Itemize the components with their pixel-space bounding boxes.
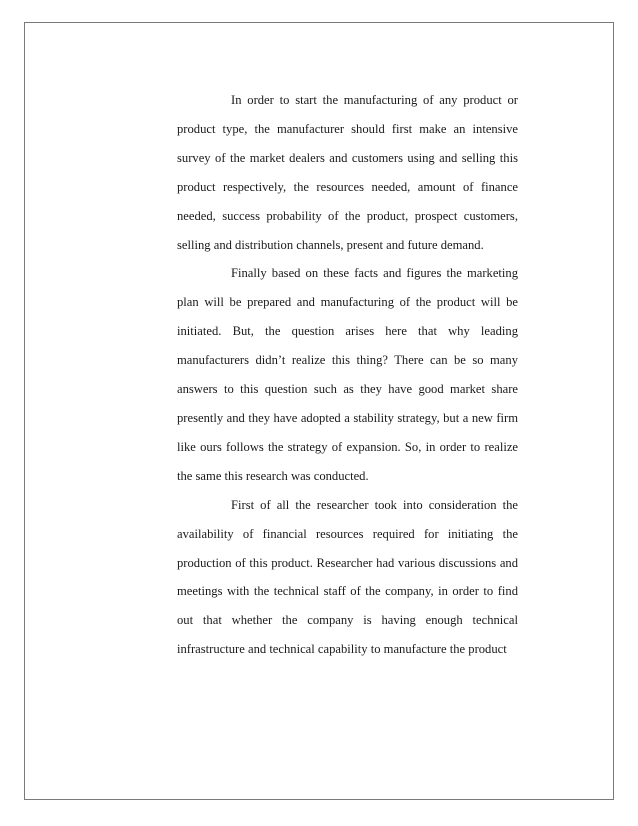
paragraph-3: First of all the researcher took into consideration the availability of financial resources required for initiating the production of this product. Researcher had various discussions and meetings with the technical staff of the company, in order to find out that whether the company is having enough technical infrastructure and technical capability to manufacture the product xyxy=(177,497,518,657)
document-page xyxy=(24,22,614,800)
paragraph-2: Finally based on these facts and figures the marketing plan will be prepared and manufacturing of the product will be initiated. But, the question arises here that why leading manufacturers didn’t realize this thing? There can be so many answers to this question such as they have good market share presently and they have adopted a stability strategy, but a new firm like ours follows the strategy of expansion. So, in order to realize the same this research was conducted. xyxy=(177,266,518,483)
body-text xyxy=(177,86,518,664)
paragraph-1: In order to start the manufacturing of any product or product type, the manufacturer should first make an intensive survey of the market dealers and customers using and selling this product respectively, the resources needed, amount of finance needed, success probability of the product, prospect customers, selling and distribution channels, present and future demand. xyxy=(177,93,518,252)
